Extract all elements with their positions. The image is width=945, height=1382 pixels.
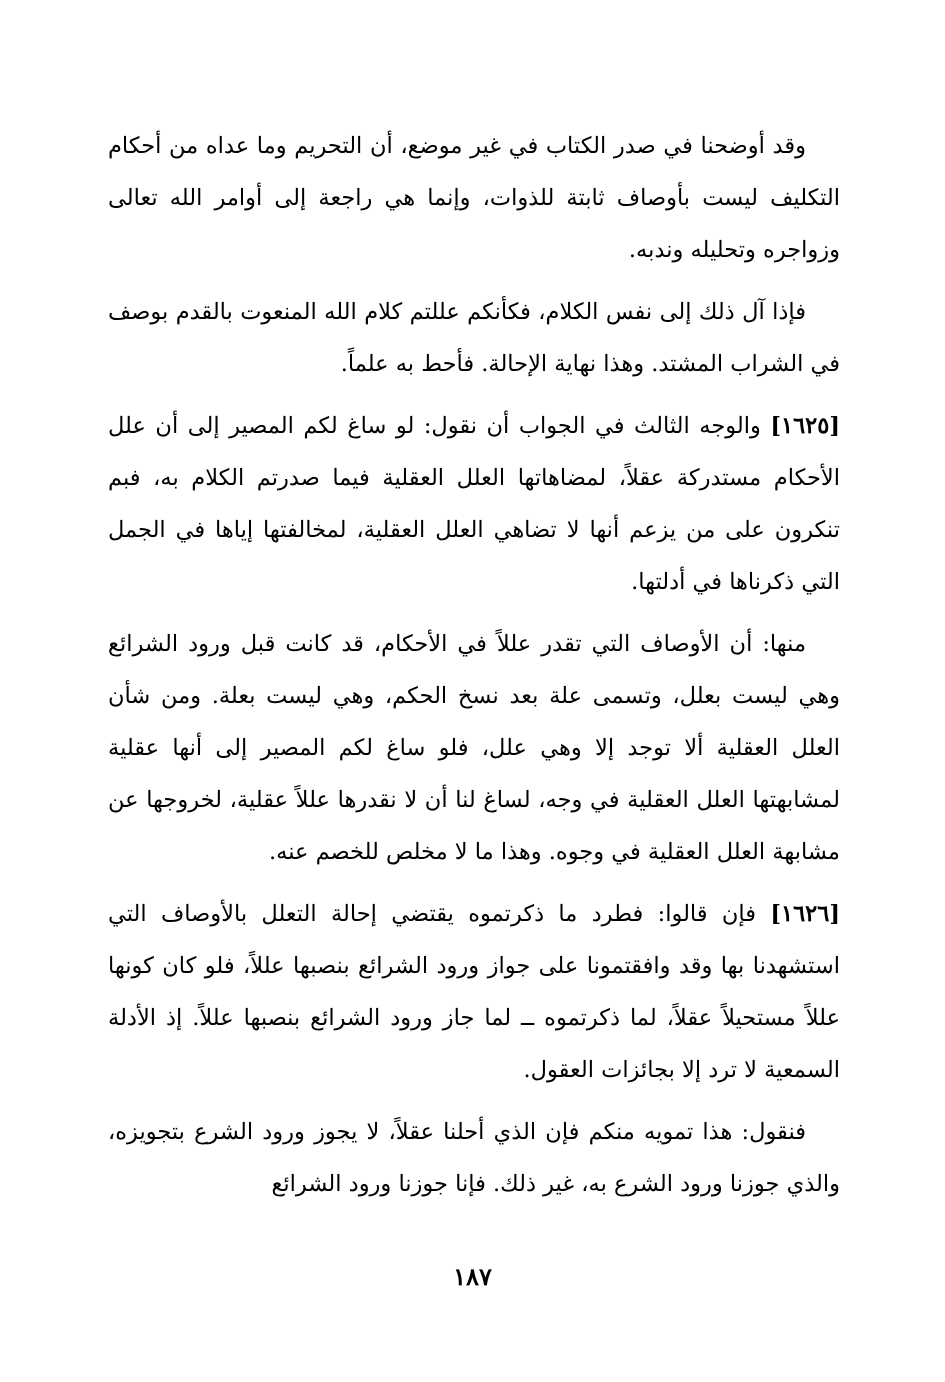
paragraph-6 [108, 1106, 840, 1210]
paragraph-1 [108, 120, 840, 276]
paragraph-2 [108, 286, 840, 390]
paragraph-1626 [108, 888, 840, 1096]
paragraph-1625 [108, 400, 840, 608]
paragraph-1626-text: فإن قالوا: فطرد ما ذكرتموه يقتضي إحالة التعلل بالأوصاف التي استشهدنا بها وقد وافقتمونا على جواز ورود الشرائع بنصبها عللاً، فلو كان كونها عللاً مستحيلاً عقلاً، لما ذكرتموه ــ لما جاز ورود الشرائع بنصبها عللاً. إذ الأدلة السمعية لا ترد إلا بجائزات العقول. [108, 901, 840, 1083]
paragraph-4 [108, 618, 840, 878]
paragraph-4-text: منها: أن الأوصاف التي تقدر عللاً في الأحكام، قد كانت قبل ورود الشرائع وهي ليست بعلل، وتسمى علة بعد نسخ الحكم، وهي ليست بعلة. ومن شأن العلل العقلية ألا توجد إلا وهي علل، فلو ساغ لكم المصير إلى أنها عقلية لمشابهتها العلل العقلية في وجه، لساغ لنا أن لا نقدرها عللاً عقلية، لخروجها عن مشابهة العلل العقلية في وجوه. وهذا ما لا مخلص للخصم عنه. [108, 631, 840, 865]
paragraph-1-text: وقد أوضحنا في صدر الكتاب في غير موضع، أن التحريم وما عداه من أحكام التكليف ليست بأوصاف ثابتة للذوات، وإنما هي راجعة إلى أوامر الله تعالى وزواجره وتحليله وندبه. [108, 133, 840, 263]
paragraph-number: [١٦٢٦] [770, 901, 840, 927]
paragraph-6-text: فنقول: هذا تمويه منكم فإن الذي أحلنا عقلاً، لا يجوز ورود الشرع بتجويزه، والذي جوزنا ورود الشرع به، غير ذلك. فإنا جوزنا ورود الشرائع [108, 1119, 840, 1197]
paragraph-1625-text: والوجه الثالث في الجواب أن نقول: لو ساغ لكم المصير إلى أن علل الأحكام مستدركة عقلاً، لمضاهاتها العلل العقلية فيما صدرتم الكلام به، فبم تنكرون على من يزعم أنها لا تضاهي العلل العقلية، لمخالفتها إياها في الجمل التي ذكرناها في أدلتها. [108, 413, 840, 595]
body-text [108, 120, 840, 1220]
page-number: ١٨٧ [453, 1262, 492, 1291]
paragraph-number: [١٦٢٥] [770, 413, 840, 439]
paragraph-2-text: فإذا آل ذلك إلى نفس الكلام، فكأنكم عللتم كلام الله المنعوت بالقدم بوصف في الشراب المشتد. وهذا نهاية الإحالة. فأحط به علماً. [108, 299, 840, 377]
